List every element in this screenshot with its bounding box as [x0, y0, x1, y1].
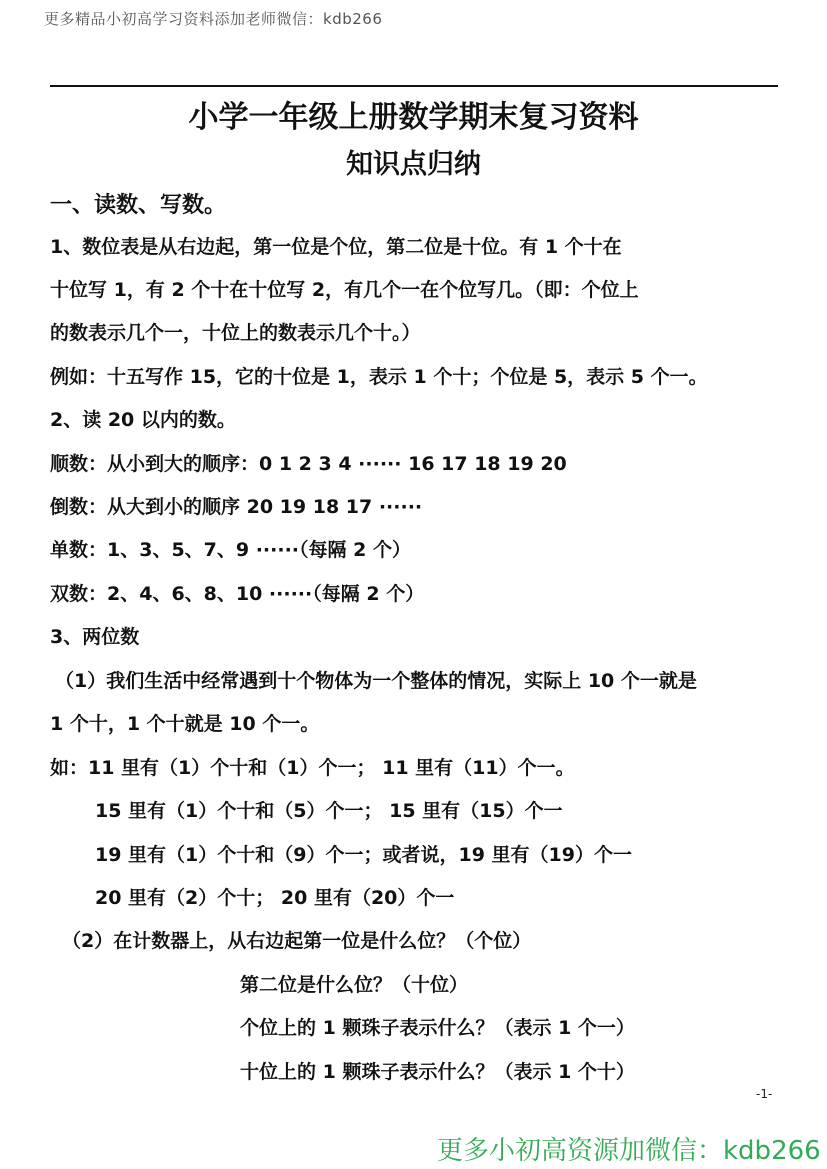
text-line-20: 十位上的 1 颗珠子表示什么？（表示 1 个十）	[240, 1061, 635, 1083]
text-line-1: 1、数位表是从右边起，第一位是个位，第二位是十位。有 1 个十在	[50, 236, 622, 258]
text-line-12: 1 个十，1 个十就是 10 个一。	[50, 713, 320, 735]
text-line-6: 顺数：从小到大的顺序：0 1 2 3 4 ······ 16 17 18 19 20	[50, 453, 567, 475]
text-line-19: 个位上的 1 颗珠子表示什么？（表示 1 个一）	[240, 1017, 635, 1039]
page-number: -1-	[756, 1087, 773, 1101]
text-line-2: 十位写 1，有 2 个十在十位写 2，有几个一在个位写几。（即：个位上	[50, 279, 639, 301]
text-line-11: （1）我们生活中经常遇到十个物体为一个整体的情况，实际上 10 个一就是	[55, 670, 697, 692]
text-line-9: 双数：2、4、6、8、10 ······（每隔 2 个）	[50, 583, 425, 605]
text-line-16: 20 里有（2）个十； 20 里有（20）个一	[95, 887, 455, 909]
top-rule	[50, 85, 778, 87]
footer-note: 更多小初高资源加微信：kdb266	[437, 1136, 821, 1166]
text-line-15: 19 里有（1）个十和（9）个一；或者说，19 里有（19）个一	[95, 844, 632, 866]
header-note: 更多精品小初高学习资料添加老师微信：kdb266	[44, 10, 383, 28]
section-heading-1: 一、读数、写数。	[50, 193, 227, 218]
page-subtitle: 知识点归纳	[346, 149, 481, 180]
text-line-5: 2、读 20 以内的数。	[50, 409, 236, 431]
text-line-18: 第二位是什么位？（十位）	[240, 974, 469, 996]
page-title: 小学一年级上册数学期末复习资料	[188, 100, 639, 135]
text-line-7: 倒数：从大到小的顺序 20 19 18 17 ······	[50, 496, 423, 518]
text-line-10: 3、两位数	[50, 626, 140, 648]
text-line-14: 15 里有（1）个十和（5）个一； 15 里有（15）个一	[95, 800, 563, 822]
text-line-8: 单数：1、3、5、7、9 ······（每隔 2 个）	[50, 539, 411, 561]
text-line-17: （2）在计数器上，从右边起第一位是什么位？（个位）	[62, 930, 532, 952]
text-line-4: 例如：十五写作 15，它的十位是 1，表示 1 个十；个位是 5，表示 5 个一。	[50, 366, 708, 388]
text-line-13: 如：11 里有（1）个十和（1）个一； 11 里有（11）个一。	[50, 757, 575, 779]
text-line-3: 的数表示几个一，十位上的数表示几个十。）	[50, 322, 421, 344]
